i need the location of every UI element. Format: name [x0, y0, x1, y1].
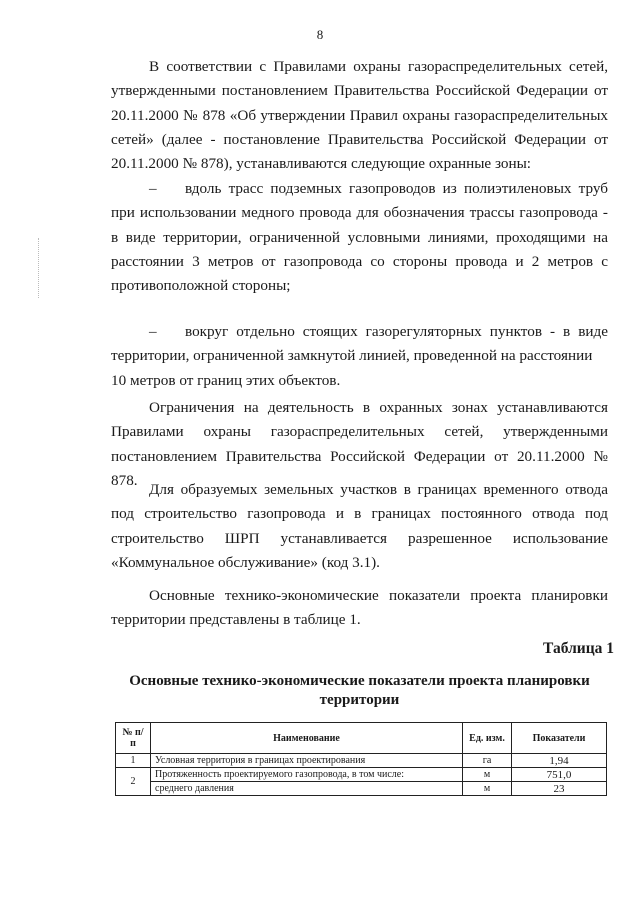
bullet-text-2-tail: 10 метров от границ этих объектов. — [111, 371, 341, 389]
row-name: среднего давления — [151, 782, 463, 796]
bullet-text-1: вдоль трасс подземных газопроводов из полиэтиленовых труб при использовании медного провода для обозначения трассы газопровода - в виде территории, ограниченной условными линиями, проходящими на расстоянии 3 метров от газопровода со стороны провода и 2 метров с противоположной стороны; — [111, 180, 608, 295]
row-name: Условная территория в границах проектирования — [151, 754, 463, 768]
header-name: Наименование — [151, 723, 463, 754]
row-name: Протяженность проектируемого газопровода, в том числе: — [151, 768, 463, 782]
row-value: 1,94 — [512, 754, 607, 768]
paragraph-land-use: Для образуемых земельных участков в границах временного отвода под строительство газопровода и в границах постоянного отвода под строительство ШРП устанавливается разрешенное использование «Коммунальное обслуживание» (код 3.1). — [111, 481, 608, 571]
row-unit: га — [463, 754, 512, 768]
paragraph-intro: В соответствии с Правилами охраны газораспределительных сетей, утвержденными постановлением Правительства Российской Федерации от 20.11.2000 № 878 «Об утверждении Правил охраны газораспределительных сетей» (далее - постановление Правительства Российской Федерации от 20.11.2000 № 878), устанавливаются следующие охранные зоны: — [111, 58, 608, 173]
bullet-dash: – — [149, 323, 157, 340]
table-row — [116, 768, 607, 782]
bullet-item-1 — [111, 177, 608, 298]
row-num: 2 — [116, 768, 151, 796]
header-unit: Ед. изм. — [463, 723, 512, 754]
row-unit: м — [463, 768, 512, 782]
bullet-dash: – — [149, 180, 157, 197]
row-num: 1 — [116, 754, 151, 768]
table-header-row — [116, 723, 607, 754]
table-row — [116, 754, 607, 768]
paragraph-restrictions: Ограничения на деятельность в охранных зонах устанавливаются Правилами охраны газораспределительных сетей, утвержденными постановлением Правительства Российской Федерации от 20.11.2000 № 878. — [111, 399, 608, 489]
indicators-table — [115, 722, 607, 796]
row-value: 23 — [512, 782, 607, 796]
table-label: Таблица 1 — [543, 640, 614, 657]
bullet-text-2: вокруг отдельно стоящих газорегуляторных пунктов - в виде территории, ограниченной замкнутой линией, проведенной на расстоянии — [111, 323, 608, 365]
row-unit: м — [463, 782, 512, 796]
header-value: Показатели — [512, 723, 607, 754]
page-number: 8 — [316, 27, 324, 42]
header-num: № п/п — [116, 723, 151, 754]
scan-margin-mark — [38, 238, 41, 298]
table-row — [116, 782, 607, 796]
table-title: Основные технико-экономические показатели проекта планировки территории — [129, 673, 590, 708]
row-value: 751,0 — [512, 768, 607, 782]
paragraph-table-intro: Основные технико-экономические показатели проекта планировки территории представлены в таблице 1. — [111, 587, 608, 629]
bullet-item-2 — [111, 320, 608, 393]
